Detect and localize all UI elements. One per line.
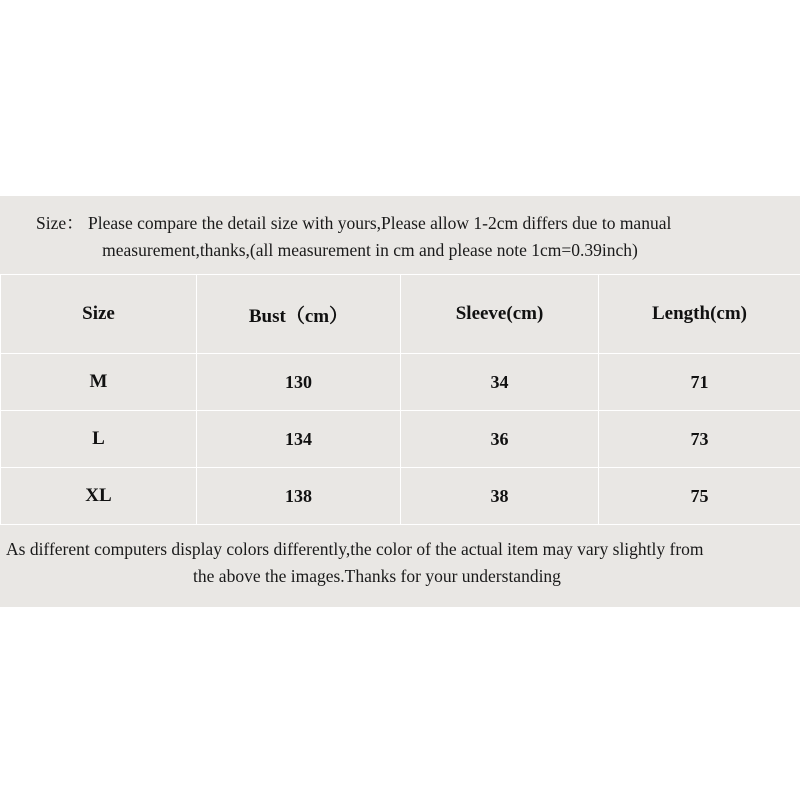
footer-note-line-1: As different computers display colors differently,the color of the actual item may vary slightly from xyxy=(6,539,704,560)
table-row xyxy=(1,468,800,525)
size-chart-panel xyxy=(0,196,800,607)
header-length: Length(cm) xyxy=(599,275,800,354)
cell-bust: 130 xyxy=(197,354,401,411)
size-table-head xyxy=(1,275,800,354)
footer-note-block xyxy=(0,525,800,606)
intro-line-2: measurement,thanks,(all measurement in cm and please note 1cm=0.39inch) xyxy=(102,240,638,261)
size-table xyxy=(0,274,800,525)
table-header-row xyxy=(1,275,800,354)
footer-note-line-2: the above the images.Thanks for your understanding xyxy=(193,566,561,587)
cell-size: M xyxy=(1,354,197,411)
cell-length: 71 xyxy=(599,354,800,411)
cell-size: XL xyxy=(1,468,197,525)
cell-sleeve: 38 xyxy=(401,468,599,525)
intro-text-block xyxy=(0,196,800,274)
header-sleeve: Sleeve(cm) xyxy=(401,275,599,354)
cell-length: 75 xyxy=(599,468,800,525)
cell-size: L xyxy=(1,411,197,468)
cell-length: 73 xyxy=(599,411,800,468)
cell-sleeve: 36 xyxy=(401,411,599,468)
intro-line-1: Size： Please compare the detail size with yours,Please allow 1-2cm differs due to manual xyxy=(36,213,672,233)
header-size: Size xyxy=(1,275,197,354)
table-row xyxy=(1,354,800,411)
cell-sleeve: 34 xyxy=(401,354,599,411)
table-row xyxy=(1,411,800,468)
cell-bust: 134 xyxy=(197,411,401,468)
cell-bust: 138 xyxy=(197,468,401,525)
header-bust: Bust（cm） xyxy=(197,275,401,354)
size-table-body xyxy=(1,354,800,525)
